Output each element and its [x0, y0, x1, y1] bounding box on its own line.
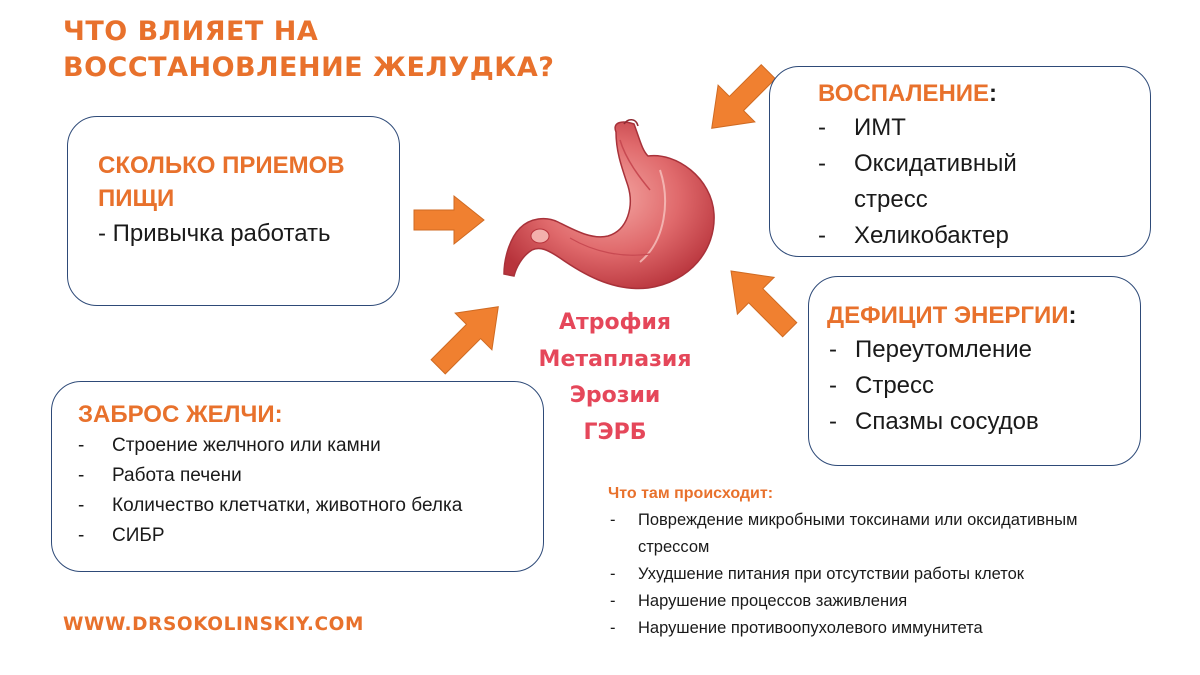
meals-heading-line-2: ПИЩИ: [98, 185, 175, 212]
list-item: - Повреждение микробными токсинами или оксидативным стрессом: [608, 507, 1078, 561]
list-item: - Оксидативный стресс: [818, 146, 1054, 218]
process-section: [608, 481, 1168, 642]
process-title: Что там происходит:: [608, 485, 774, 502]
inflammation-heading-colon: :: [989, 80, 998, 107]
energy-list: [827, 332, 1140, 440]
meals-text: - Привычка работать: [98, 220, 331, 247]
list-item: - Ухудшение питания при отсутствии работы клеток: [608, 561, 1168, 588]
list-item: - ИМТ: [818, 110, 1150, 146]
bile-list: [78, 431, 543, 551]
arrow-icon-bile: [420, 288, 517, 385]
energy-heading-colon: :: [1068, 302, 1077, 329]
condition-label: Эрозии: [569, 383, 661, 408]
arrow-icon-energy: [713, 253, 808, 348]
list-item: - Хеликобактер: [818, 218, 1150, 254]
list-item: - Нарушение процессов заживления: [608, 588, 1168, 615]
list-item: - Переутомление: [827, 332, 1140, 368]
list-item: - Стресс: [827, 368, 1140, 404]
list-item: - Спазмы сосудов: [827, 404, 1140, 440]
list-item: - Строение желчного или камни: [78, 431, 543, 461]
list-item: - Работа печени: [78, 461, 543, 491]
bile-heading: ЗАБРОС ЖЕЛЧИ:: [78, 401, 283, 428]
condition-label: Атрофия: [558, 310, 671, 335]
meals-box: [67, 116, 400, 306]
meals-heading: [98, 149, 399, 215]
title-line-1: ЧТО ВЛИЯЕТ НА: [63, 16, 319, 47]
meals-heading-line-1: СКОЛЬКО ПРИЕМОВ: [98, 152, 345, 179]
condition-label: Метаплазия: [538, 346, 692, 372]
stomach-illustration: [504, 120, 714, 289]
bile-box: [51, 381, 544, 572]
website-link[interactable]: WWW.DRSOKOLINSKIY.COM: [63, 614, 364, 635]
title-line-2: ВОССТАНОВЛЕНИЕ ЖЕЛУДКА?: [63, 52, 555, 83]
inflammation-heading: [818, 77, 1150, 110]
energy-heading-text: ДЕФИЦИТ ЭНЕРГИИ: [827, 302, 1069, 329]
inflammation-heading-text: ВОСПАЛЕНИЕ: [818, 80, 990, 107]
condition-labels: [520, 305, 710, 451]
arrow-icon-meals: [414, 196, 484, 244]
list-item: - СИБР: [78, 521, 543, 551]
energy-heading: [827, 299, 1140, 332]
list-item: - Количество клетчатки, животного белка: [78, 491, 543, 521]
energy-box: [808, 276, 1141, 466]
inflammation-box: [769, 66, 1151, 257]
inflammation-list: [818, 110, 1150, 254]
condition-label: ГЭРБ: [583, 419, 647, 445]
process-list: [608, 507, 1168, 642]
list-item: - Нарушение противоопухолевого иммунитета: [608, 615, 1168, 642]
